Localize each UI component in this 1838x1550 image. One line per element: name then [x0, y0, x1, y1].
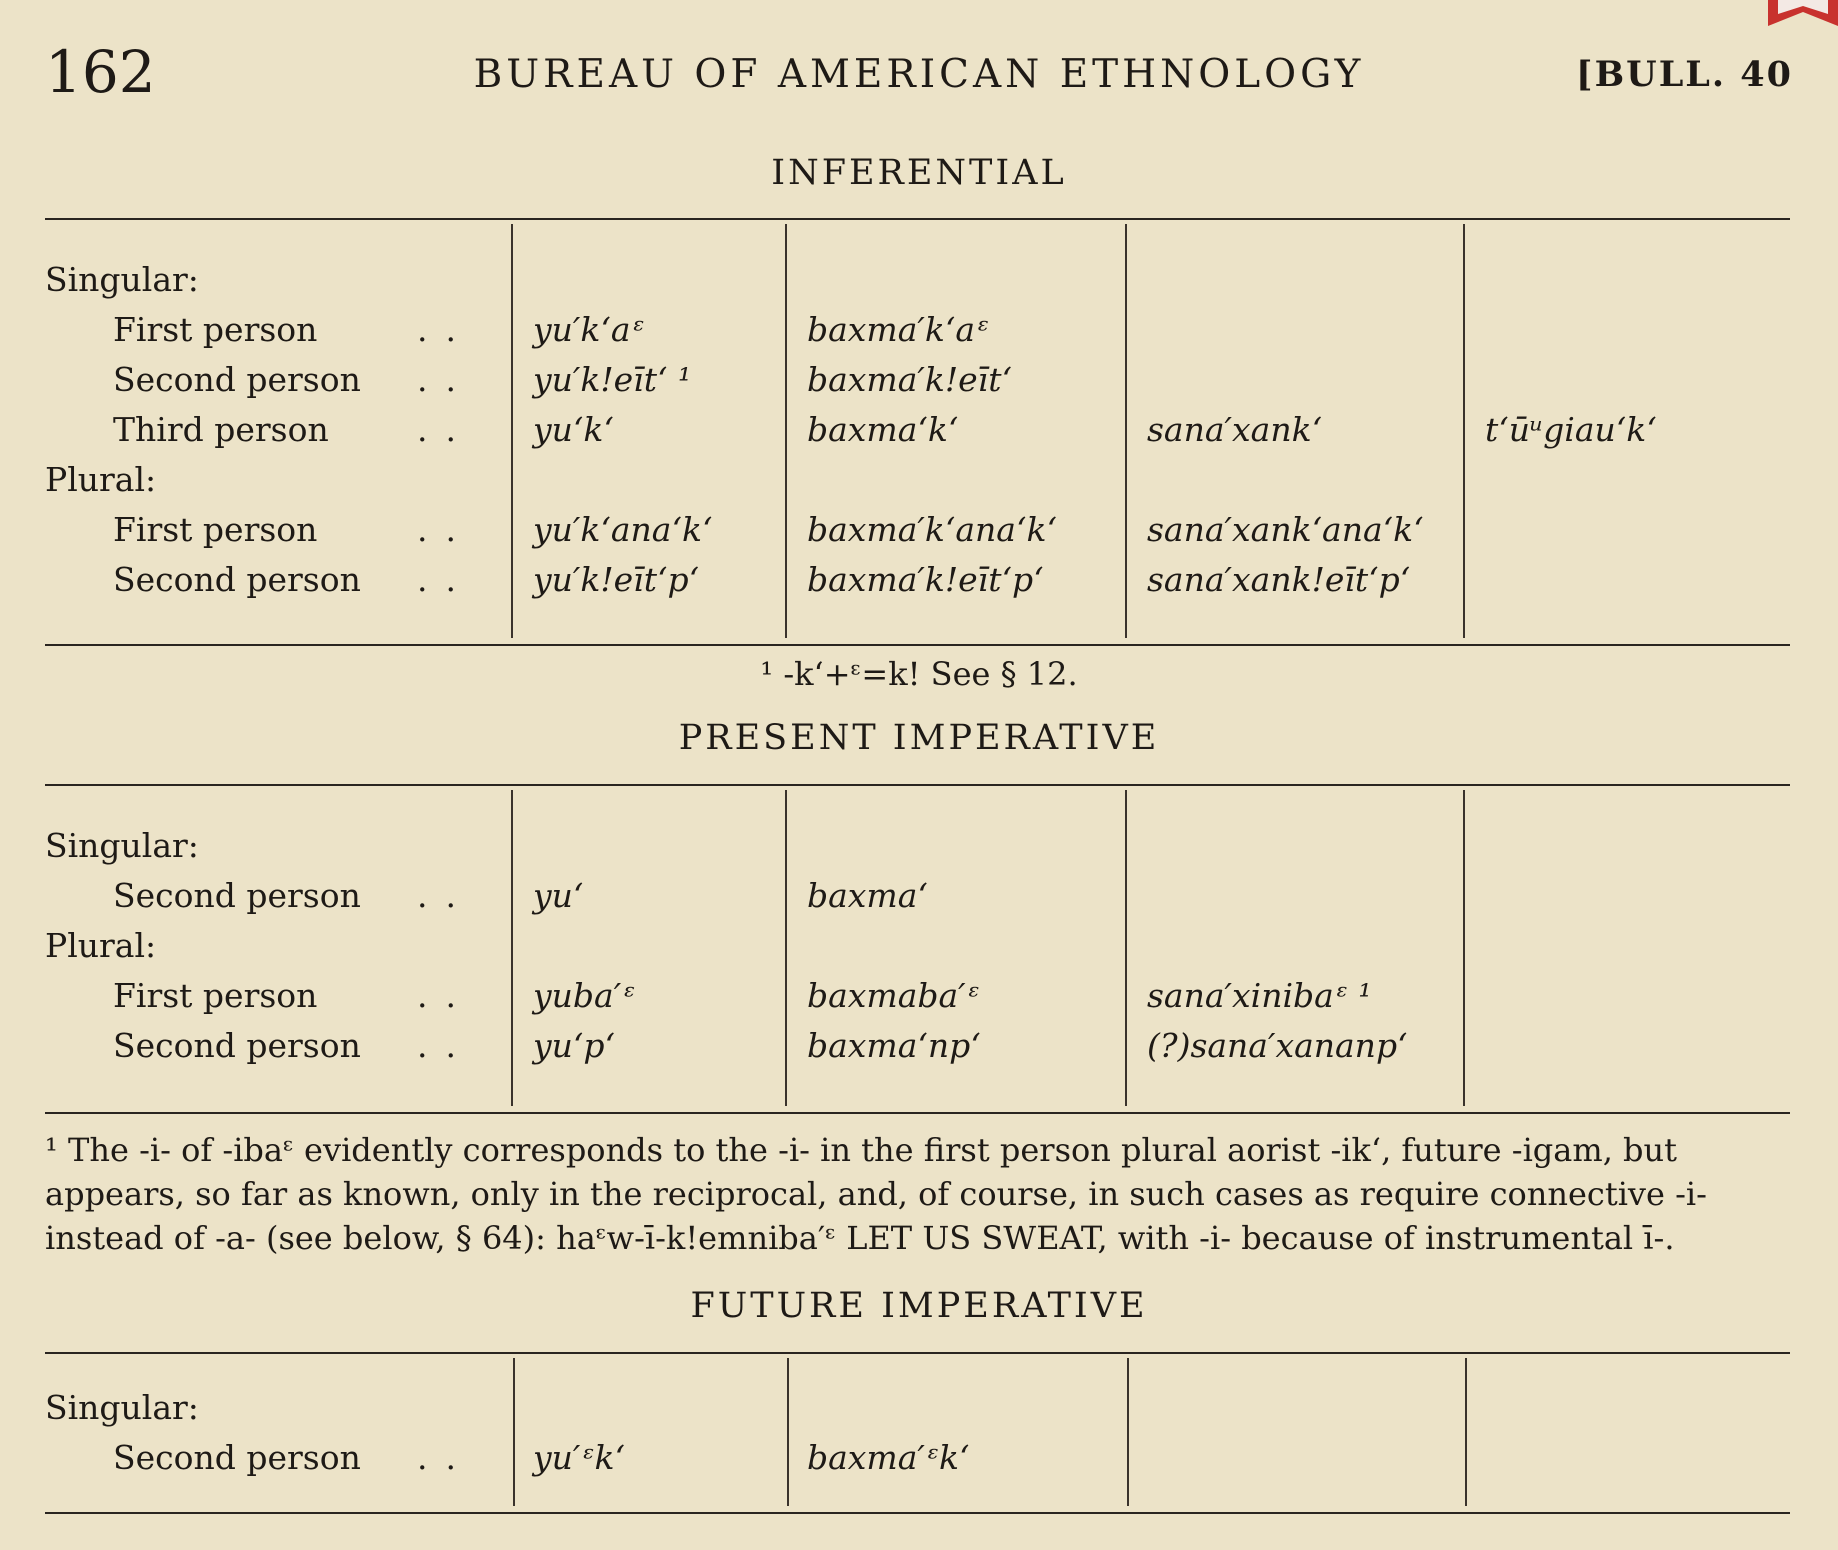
section-title-inferential: INFERENTIAL — [771, 153, 1067, 193]
form-cell: yuba′ᵋ — [533, 976, 636, 1015]
section-title-present-imperative: PRESENT IMPERATIVE — [678, 718, 1160, 758]
form-cell: sana′xank!eīt‘p‘ — [1147, 560, 1411, 599]
form-cell: t‘ūᵘgiau‘k‘ — [1485, 410, 1657, 449]
table-row — [45, 260, 1790, 304]
inferential-table — [45, 218, 1790, 646]
table-row — [45, 360, 1790, 404]
bookmark-ribbon-icon[interactable] — [1768, 0, 1838, 26]
table-row — [45, 926, 1790, 970]
footnote-line: ¹ The -i- of -ibaᵋ evidently corresponds to the -i- in the first person plural aorist -ik‘, future -igam, but — [45, 1131, 1677, 1169]
form-cell: sana′xinibaᵋ ¹ — [1147, 976, 1372, 1015]
form-cell: yu′k!eīt‘p‘ — [533, 560, 700, 599]
column-divider — [1465, 1358, 1467, 1506]
form-cell: baxma′k‘ana‘k‘ — [807, 510, 1057, 549]
table-row — [45, 510, 1790, 554]
row-label: Second person — [113, 1438, 361, 1477]
footnote-inferential: ¹ -k‘+ᵋ=k! See § 12. — [760, 655, 1078, 693]
form-cell: baxma′k‘aᵋ — [807, 310, 990, 349]
future-imperative-table — [45, 1352, 1790, 1514]
form-cell: sana′xank‘ana‘k‘ — [1147, 510, 1424, 549]
leader-dots: .. — [417, 410, 474, 449]
row-label: Singular: — [45, 260, 199, 299]
table-row — [45, 410, 1790, 454]
present-imperative-table — [45, 784, 1790, 1114]
column-divider — [513, 1358, 515, 1506]
footnote-line: instead of -a- (see below, § 64): haᵋw-ī-k!emniba′ᵋ LET US SWEAT, with -i- because of instrumental ī-. — [45, 1219, 1675, 1257]
leader-dots: .. — [417, 510, 474, 549]
row-label: Third person — [113, 410, 329, 449]
table-row — [45, 1438, 1790, 1482]
table-row — [45, 826, 1790, 870]
form-cell: sana′xank‘ — [1147, 410, 1323, 449]
row-label: Singular: — [45, 1388, 199, 1427]
section-title-future-imperative: FUTURE IMPERATIVE — [690, 1286, 1148, 1326]
leader-dots: .. — [417, 360, 474, 399]
table-row — [45, 1388, 1790, 1432]
leader-dots: .. — [417, 976, 474, 1015]
table-row — [45, 460, 1790, 504]
form-cell: baxma′k!eīt‘ — [807, 360, 1012, 399]
row-label: Second person — [113, 360, 361, 399]
running-title: BUREAU OF AMERICAN ETHNOLOGY — [473, 52, 1365, 97]
running-header — [45, 38, 1793, 108]
row-label: Second person — [113, 560, 361, 599]
row-label: Second person — [113, 876, 361, 915]
page-number: 162 — [45, 38, 156, 106]
leader-dots: .. — [417, 1026, 474, 1065]
footnote-line: appears, so far as known, only in the reciprocal, and, of course, in such cases as require connective -i- — [45, 1175, 1707, 1213]
form-cell: yu‘ — [533, 876, 584, 915]
row-label: Second person — [113, 1026, 361, 1065]
row-label: First person — [113, 976, 318, 1015]
form-cell: yu′ᵋk‘ — [533, 1438, 626, 1477]
row-label: Plural: — [45, 926, 157, 965]
row-label: Singular: — [45, 826, 199, 865]
form-cell: baxma′ᵋk‘ — [807, 1438, 970, 1477]
column-divider — [787, 1358, 789, 1506]
footnote-present-imperative — [45, 1128, 1795, 1260]
row-label: Plural: — [45, 460, 157, 499]
table-row — [45, 310, 1790, 354]
form-cell: baxma‘k‘ — [807, 410, 959, 449]
row-label: First person — [113, 310, 318, 349]
form-cell: baxma′k!eīt‘p‘ — [807, 560, 1044, 599]
table-row — [45, 976, 1790, 1020]
form-cell: yu′k!eīt‘ ¹ — [533, 360, 692, 399]
form-cell: baxma‘np‘ — [807, 1026, 981, 1065]
form-cell: yu‘k‘ — [533, 410, 614, 449]
row-label: First person — [113, 510, 318, 549]
form-cell: yu′k‘ana‘k‘ — [533, 510, 713, 549]
leader-dots: .. — [417, 310, 474, 349]
column-divider — [1127, 1358, 1129, 1506]
table-row — [45, 1026, 1790, 1070]
leader-dots: .. — [417, 876, 474, 915]
form-cell: yu′k‘aᵋ — [533, 310, 645, 349]
bulletin-ref: [BULL. 40 — [1576, 54, 1793, 95]
leader-dots: .. — [417, 560, 474, 599]
form-cell: yu‘p‘ — [533, 1026, 616, 1065]
table-row — [45, 560, 1790, 604]
form-cell: baxmaba′ᵋ — [807, 976, 980, 1015]
form-cell: baxma‘ — [807, 876, 928, 915]
form-cell: (?)sana′xananp‘ — [1147, 1026, 1408, 1065]
table-row — [45, 876, 1790, 920]
leader-dots: .. — [417, 1438, 474, 1477]
